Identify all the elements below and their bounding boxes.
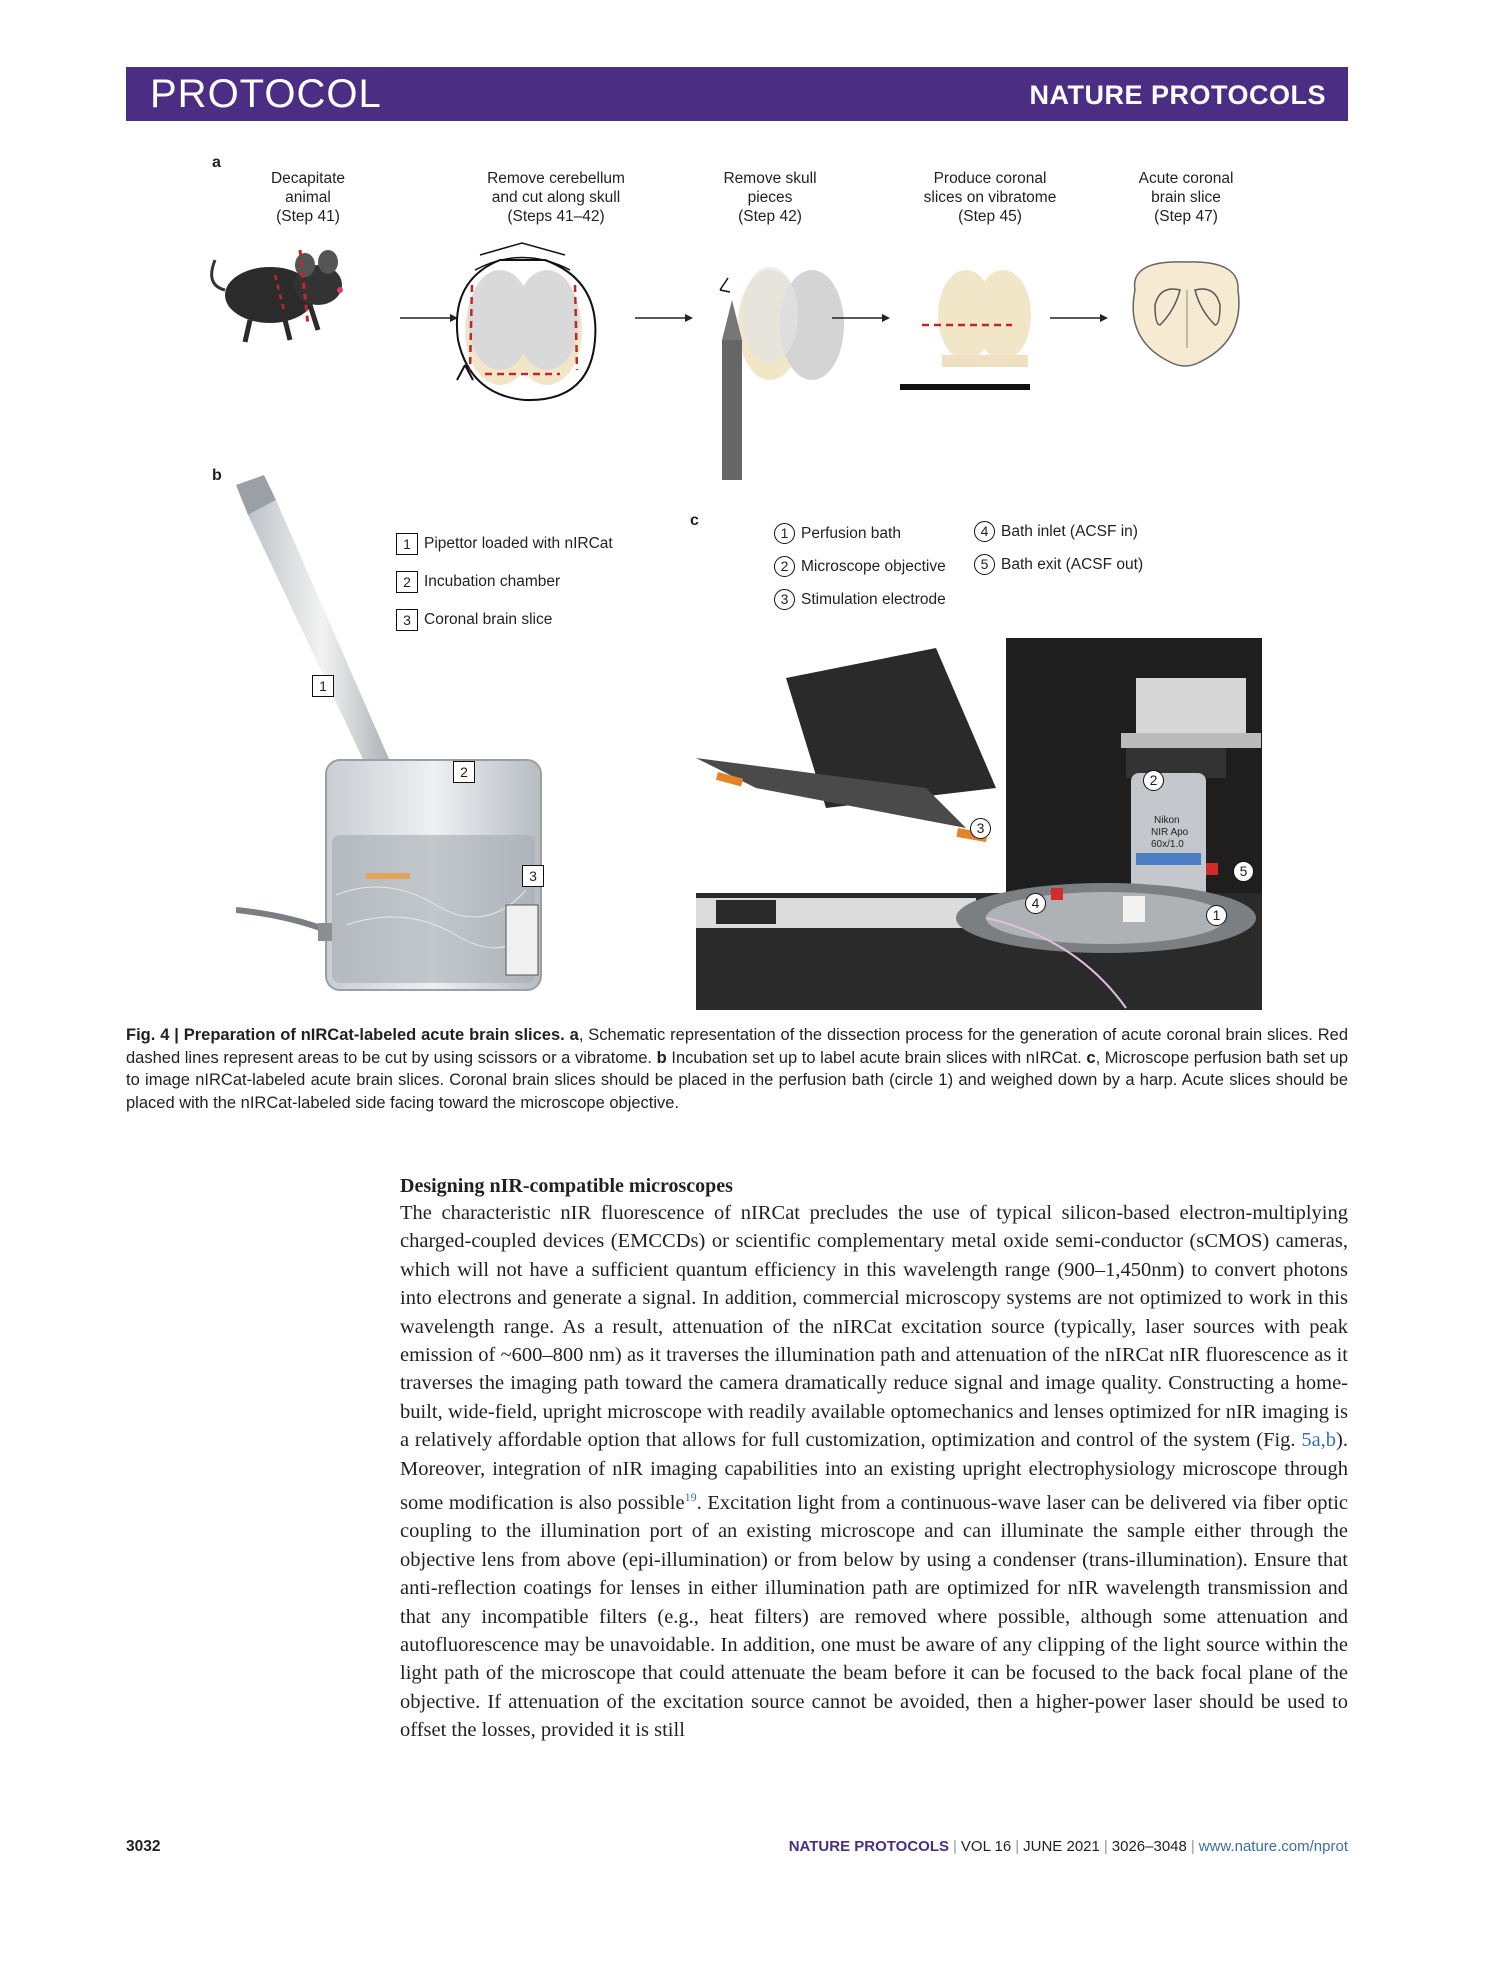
page-number: 3032 xyxy=(126,1838,161,1855)
incubation-photo xyxy=(236,475,576,1020)
photo-c-label-4: 4 xyxy=(1025,893,1046,914)
figure-link[interactable]: 5a,b xyxy=(1301,1429,1337,1452)
skull-removal-illustration xyxy=(720,267,844,480)
panel-c-legend-left xyxy=(774,523,946,610)
body-paragraph: The characteristic nIR fluorescence of nIRCat precludes the use of typical silicon-based electron-multiplying charged-coupled devices (EMCCDs) or scientific complementary metal oxide semi-conductor (sCMOS) cameras, which will not have a sufficient quantum efficiency in this wavelength range (900–1,450nm) to convert photons into electrons and generate a signal. In addition, commercial microscopy systems are not optimized to work in this wavelength range. As a result, attenuation of the nIRCat excitation source (typically, laser sources with peak emission of ~600–800 nm) as it traverses the illumination path and attenuation of the nIRCat nIR fluorescence as it traverses the imaging path toward the camera dramatically reduce signal and image quality. Constructing a home-built, wide-field, upright microscope with readily available optomechanics and lenses optimized for nIR imaging is a relatively affordable option that allows for full customization, optimization and control of the system (Fig. 5a,b). Moreover, integration of nIR imaging capabilities into an existing upright electrophysiology microscope through some modification is also possible$^{19}$. Excitation light from a continuous-wave laser can be delivered via fiber optic coupling to the illumination port of an existing microscope and can illuminate the sample either through the objective lens from above (epi-illumination) or from below by using a condenser (trans-illumination). Ensure that anti-reflection coatings for lenses in either illumination path are optimized for nIR wavelength transmission and that any incompatible filters (e.g., heat filters) are removed where possible, although some attenuation and autofluorescence may be unavoidable. In addition, one must be aware of any clipping of the light source within the light path of the microscope that could attenuate the beam before it can be focused to the back focal plane of the objective. If attenuation of the excitation source cannot be avoided, then a higher-power laser should be used to offset the losses, provided it is still xyxy=(400,1202,1348,1742)
skull-cut-illustration xyxy=(457,243,596,400)
photo-c-label-2: 2 xyxy=(1143,770,1164,791)
legend-c-item-3: 3 Stimulation electrode xyxy=(774,589,946,610)
arrow-4 xyxy=(1050,314,1108,322)
objective-brand: Nikon xyxy=(1154,815,1180,826)
photo-b-label-2: 2 xyxy=(453,761,475,783)
vibratome-illustration xyxy=(900,270,1031,390)
legend-c-item-1: 1 Perfusion bath xyxy=(774,523,946,544)
journal-title: NATURE PROTOCOLS xyxy=(1029,80,1326,110)
photo-c-label-3: 3 xyxy=(970,818,991,839)
dissection-schematic xyxy=(200,230,1280,480)
step-label-1: Decapitate animal (Step 41) xyxy=(270,170,346,225)
photo-b-label-3: 3 xyxy=(522,865,544,887)
step-label-2: Remove cerebellum and cut along skull (Steps 41–42) xyxy=(487,170,625,225)
objective-type: NIR Apo xyxy=(1151,827,1189,838)
legend-b-item-3: 3 Coronal brain slice xyxy=(396,609,613,631)
objective-mag: 60x/1.0 xyxy=(1151,839,1184,850)
panel-a-letter: a xyxy=(212,154,221,171)
figure-caption: Fig. 4 | Preparation of nIRCat-labeled acute brain slices. a, Schematic representation of the dissection process for the generation of acute coronal brain slices. Red dashed lines represent areas to be cut by using scissors or a vibratome. b Incubation set up to label acute brain slices with nIRCat. c, Microscope perfusion bath set up to image nIRCat-labeled acute brain slices. Coronal brain slices should be placed in the perfusion bath (circle 1) and weighed down by a harp. Acute slices should be placed with the nIRCat-labeled side facing toward the microscope objective. xyxy=(126,1026,1349,1112)
legend-b-item-1: 1 Pipettor loaded with nIRCat xyxy=(396,533,613,555)
reference-link[interactable]: 19 xyxy=(684,1490,697,1505)
photo-b-label-1: 1 xyxy=(312,675,334,697)
coronal-slice-illustration xyxy=(1133,262,1239,366)
panel-c-legend-right xyxy=(974,521,1143,575)
step-label-3: Remove skull pieces (Step 42) xyxy=(723,170,817,225)
step-label-5: Acute coronal brain slice (Step 47) xyxy=(1138,170,1234,225)
section-title: PROTOCOL xyxy=(150,72,382,116)
section-heading: Designing nIR-compatible microscopes xyxy=(400,1175,733,1197)
journal-url-link[interactable]: www.nature.com/nprot xyxy=(1198,1838,1348,1855)
legend-c-item-5: 5 Bath exit (ACSF out) xyxy=(974,554,1143,575)
legend-c-item-4: 4 Bath inlet (ACSF in) xyxy=(974,521,1143,542)
photo-c-label-1: 1 xyxy=(1206,905,1227,926)
mouse-illustration xyxy=(212,250,343,342)
photo-c-label-5: 5 xyxy=(1233,861,1254,882)
footer-citation: NATURE PROTOCOLS | VOL 16 | JUNE 2021 | 3026–3048 | www.nature.com/nprot xyxy=(788,1838,1348,1855)
arrow-1 xyxy=(400,314,458,322)
legend-b-item-2: 2 Incubation chamber xyxy=(396,571,613,593)
arrow-2 xyxy=(635,314,693,322)
step-label-4: Produce coronal slices on vibratome (Step 45) xyxy=(923,170,1057,225)
panel-c-letter: c xyxy=(690,512,699,529)
panel-b-letter: b xyxy=(212,467,222,484)
legend-c-item-2: 2 Microscope objective xyxy=(774,556,946,577)
